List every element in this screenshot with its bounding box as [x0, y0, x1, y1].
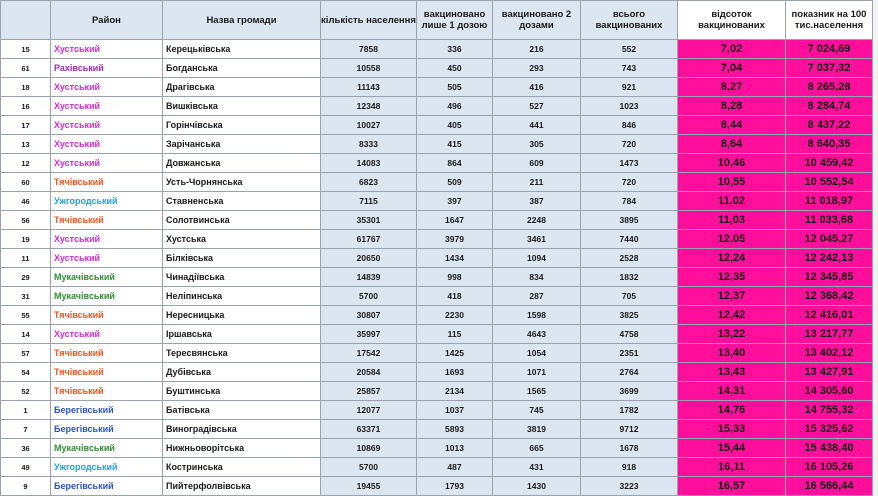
district-cell[interactable]: Мукачівський [51, 268, 163, 287]
district-cell[interactable]: Рахівський [51, 59, 163, 78]
table-row [1, 458, 873, 477]
community-cell[interactable]: Буштинська [163, 382, 321, 401]
vaccinated-1-dose-cell[interactable]: 1434 [417, 249, 493, 268]
row-number-cell[interactable]: 54 [1, 363, 51, 382]
percent-vaccinated-cell[interactable]: 12,37 [678, 287, 786, 306]
vaccinated-1-dose-cell[interactable]: 2230 [417, 306, 493, 325]
header-vaccinated-1-dose[interactable]: вакциновано лише 1 дозою [417, 1, 493, 40]
table-row [1, 192, 873, 211]
population-cell[interactable]: 20584 [321, 363, 417, 382]
vaccinated-2-doses-cell[interactable]: 1565 [493, 382, 581, 401]
population-cell[interactable]: 11143 [321, 78, 417, 97]
row-number-cell[interactable]: 18 [1, 78, 51, 97]
row-number-cell[interactable]: 36 [1, 439, 51, 458]
vaccinated-2-doses-cell[interactable]: 665 [493, 439, 581, 458]
vaccinated-1-dose-cell[interactable]: 3979 [417, 230, 493, 249]
rate-per-100k-cell[interactable]: 16 105,26 [786, 458, 873, 477]
population-cell[interactable]: 17542 [321, 344, 417, 363]
rate-per-100k-cell[interactable]: 13 402,12 [786, 344, 873, 363]
row-number-cell[interactable]: 31 [1, 287, 51, 306]
total-vaccinated-cell[interactable]: 918 [581, 458, 678, 477]
total-vaccinated-cell[interactable]: 7440 [581, 230, 678, 249]
population-cell[interactable]: 7115 [321, 192, 417, 211]
table-row [1, 344, 873, 363]
community-cell[interactable]: Дубівська [163, 363, 321, 382]
total-vaccinated-cell[interactable]: 2351 [581, 344, 678, 363]
vaccinated-2-doses-cell[interactable]: 211 [493, 173, 581, 192]
total-vaccinated-cell[interactable]: 9712 [581, 420, 678, 439]
total-vaccinated-cell[interactable]: 720 [581, 173, 678, 192]
district-cell[interactable]: Тячівський [51, 173, 163, 192]
percent-vaccinated-cell[interactable]: 16,57 [678, 477, 786, 496]
district-cell[interactable]: Хустський [51, 116, 163, 135]
community-cell[interactable]: Нижньоворітська [163, 439, 321, 458]
community-cell[interactable]: Горінчівська [163, 116, 321, 135]
row-number-cell[interactable]: 7 [1, 420, 51, 439]
district-cell[interactable]: Берегівський [51, 477, 163, 496]
rate-per-100k-cell[interactable]: 8 437,22 [786, 116, 873, 135]
rate-per-100k-cell[interactable]: 12 242,13 [786, 249, 873, 268]
district-cell[interactable]: Мукачівський [51, 439, 163, 458]
population-cell[interactable]: 30807 [321, 306, 417, 325]
percent-vaccinated-cell[interactable]: 16,11 [678, 458, 786, 477]
population-cell[interactable]: 20650 [321, 249, 417, 268]
table-row [1, 40, 873, 59]
row-number-cell[interactable]: 17 [1, 116, 51, 135]
vaccinated-2-doses-cell[interactable]: 527 [493, 97, 581, 116]
rate-per-100k-cell[interactable]: 12 345,85 [786, 268, 873, 287]
rate-per-100k-cell[interactable]: 7 037,32 [786, 59, 873, 78]
district-cell[interactable]: Ужгородський [51, 192, 163, 211]
total-vaccinated-cell[interactable]: 1832 [581, 268, 678, 287]
vaccinated-2-doses-cell[interactable]: 609 [493, 154, 581, 173]
district-cell[interactable]: Тячівський [51, 382, 163, 401]
vaccinated-1-dose-cell[interactable]: 1647 [417, 211, 493, 230]
rate-per-100k-cell[interactable]: 12 368,42 [786, 287, 873, 306]
population-cell[interactable]: 14839 [321, 268, 417, 287]
row-number-cell[interactable]: 60 [1, 173, 51, 192]
vaccinated-2-doses-cell[interactable]: 3819 [493, 420, 581, 439]
vaccinated-1-dose-cell[interactable]: 5893 [417, 420, 493, 439]
vaccinated-2-doses-cell[interactable]: 2248 [493, 211, 581, 230]
community-cell[interactable]: Хустська [163, 230, 321, 249]
percent-vaccinated-cell[interactable]: 15,33 [678, 420, 786, 439]
table-row [1, 306, 873, 325]
header-population[interactable]: кількість населення [321, 1, 417, 40]
header-district[interactable]: Район [51, 1, 163, 40]
district-cell[interactable]: Хустський [51, 97, 163, 116]
vaccinated-1-dose-cell[interactable]: 998 [417, 268, 493, 287]
vaccinated-1-dose-cell[interactable]: 1693 [417, 363, 493, 382]
community-cell[interactable]: Неліпинська [163, 287, 321, 306]
district-cell[interactable]: Тячівський [51, 306, 163, 325]
vaccinated-2-doses-cell[interactable]: 1054 [493, 344, 581, 363]
vaccinated-1-dose-cell[interactable]: 397 [417, 192, 493, 211]
population-cell[interactable]: 61767 [321, 230, 417, 249]
total-vaccinated-cell[interactable]: 743 [581, 59, 678, 78]
row-number-cell[interactable]: 55 [1, 306, 51, 325]
percent-vaccinated-cell[interactable]: 15,44 [678, 439, 786, 458]
row-number-cell[interactable]: 46 [1, 192, 51, 211]
rate-per-100k-cell[interactable]: 8 640,35 [786, 135, 873, 154]
table-row [1, 420, 873, 439]
vaccinated-1-dose-cell[interactable]: 405 [417, 116, 493, 135]
total-vaccinated-cell[interactable]: 3825 [581, 306, 678, 325]
total-vaccinated-cell[interactable]: 3895 [581, 211, 678, 230]
percent-vaccinated-cell[interactable]: 12,24 [678, 249, 786, 268]
percent-vaccinated-cell[interactable]: 14,76 [678, 401, 786, 420]
row-number-cell[interactable]: 56 [1, 211, 51, 230]
rate-per-100k-cell[interactable]: 7 024,69 [786, 40, 873, 59]
table-row [1, 382, 873, 401]
vaccinated-1-dose-cell[interactable]: 864 [417, 154, 493, 173]
row-number-cell[interactable]: 15 [1, 40, 51, 59]
vaccinated-2-doses-cell[interactable]: 293 [493, 59, 581, 78]
vaccinated-2-doses-cell[interactable]: 745 [493, 401, 581, 420]
rate-per-100k-cell[interactable]: 10 459,42 [786, 154, 873, 173]
total-vaccinated-cell[interactable]: 846 [581, 116, 678, 135]
rate-per-100k-cell[interactable]: 14 305,60 [786, 382, 873, 401]
total-vaccinated-cell[interactable]: 552 [581, 40, 678, 59]
population-cell[interactable]: 12348 [321, 97, 417, 116]
district-cell[interactable]: Хустський [51, 154, 163, 173]
table-row [1, 325, 873, 344]
total-vaccinated-cell[interactable]: 1782 [581, 401, 678, 420]
percent-vaccinated-cell[interactable]: 13,40 [678, 344, 786, 363]
vaccinated-2-doses-cell[interactable]: 1071 [493, 363, 581, 382]
vaccinated-1-dose-cell[interactable]: 496 [417, 97, 493, 116]
percent-vaccinated-cell[interactable]: 7,02 [678, 40, 786, 59]
row-number-cell[interactable]: 1 [1, 401, 51, 420]
vaccinated-2-doses-cell[interactable]: 431 [493, 458, 581, 477]
header-number[interactable] [1, 1, 51, 40]
population-cell[interactable]: 19455 [321, 477, 417, 496]
row-number-cell[interactable]: 57 [1, 344, 51, 363]
community-cell[interactable]: Тересвянська [163, 344, 321, 363]
vaccinated-1-dose-cell[interactable]: 2134 [417, 382, 493, 401]
community-cell[interactable]: Богданська [163, 59, 321, 78]
district-cell[interactable]: Хустський [51, 135, 163, 154]
header-community[interactable]: Назва громади [163, 1, 321, 40]
district-cell[interactable]: Тячівський [51, 363, 163, 382]
percent-vaccinated-cell[interactable]: 7,04 [678, 59, 786, 78]
population-cell[interactable]: 35301 [321, 211, 417, 230]
vaccinated-2-doses-cell[interactable]: 216 [493, 40, 581, 59]
table-row [1, 268, 873, 287]
district-cell[interactable]: Хустський [51, 325, 163, 344]
rate-per-100k-cell[interactable]: 12 416,01 [786, 306, 873, 325]
vaccinated-1-dose-cell[interactable]: 115 [417, 325, 493, 344]
vaccinated-2-doses-cell[interactable]: 3461 [493, 230, 581, 249]
vaccinated-1-dose-cell[interactable]: 509 [417, 173, 493, 192]
total-vaccinated-cell[interactable]: 3699 [581, 382, 678, 401]
vaccinated-1-dose-cell[interactable]: 450 [417, 59, 493, 78]
community-cell[interactable]: Довжанська [163, 154, 321, 173]
percent-vaccinated-cell[interactable]: 10,46 [678, 154, 786, 173]
district-cell[interactable]: Берегівський [51, 420, 163, 439]
total-vaccinated-cell[interactable]: 784 [581, 192, 678, 211]
header-percent-vaccinated[interactable]: відсоток вакцинованих [678, 1, 786, 40]
population-cell[interactable]: 5700 [321, 458, 417, 477]
total-vaccinated-cell[interactable]: 2528 [581, 249, 678, 268]
rate-per-100k-cell[interactable]: 15 325,62 [786, 420, 873, 439]
vaccinated-2-doses-cell[interactable]: 305 [493, 135, 581, 154]
table-row [1, 59, 873, 78]
community-cell[interactable]: Усть-Чорнянська [163, 173, 321, 192]
percent-vaccinated-cell[interactable]: 8,28 [678, 97, 786, 116]
population-cell[interactable]: 63371 [321, 420, 417, 439]
row-number-cell[interactable]: 19 [1, 230, 51, 249]
vaccinated-2-doses-cell[interactable]: 441 [493, 116, 581, 135]
table-row [1, 363, 873, 382]
row-number-cell[interactable]: 49 [1, 458, 51, 477]
vaccinated-1-dose-cell[interactable]: 415 [417, 135, 493, 154]
rate-per-100k-cell[interactable]: 8 265,28 [786, 78, 873, 97]
vaccinated-1-dose-cell[interactable]: 1793 [417, 477, 493, 496]
table-row [1, 401, 873, 420]
community-cell[interactable]: Білківська [163, 249, 321, 268]
vaccinated-2-doses-cell[interactable]: 1430 [493, 477, 581, 496]
rate-per-100k-cell[interactable]: 12 045,27 [786, 230, 873, 249]
header-rate-per-100k[interactable]: показник на 100 тис.населення [786, 1, 873, 40]
rate-per-100k-cell[interactable]: 16 566,44 [786, 477, 873, 496]
population-cell[interactable]: 10027 [321, 116, 417, 135]
table-row [1, 78, 873, 97]
row-number-cell[interactable]: 9 [1, 477, 51, 496]
vaccinated-1-dose-cell[interactable]: 1037 [417, 401, 493, 420]
row-number-cell[interactable]: 16 [1, 97, 51, 116]
total-vaccinated-cell[interactable]: 1473 [581, 154, 678, 173]
community-cell[interactable]: Виноградівська [163, 420, 321, 439]
table-row [1, 154, 873, 173]
community-cell[interactable]: Батівська [163, 401, 321, 420]
table-row [1, 287, 873, 306]
rate-per-100k-cell[interactable]: 11 018,97 [786, 192, 873, 211]
vaccinated-1-dose-cell[interactable]: 418 [417, 287, 493, 306]
population-cell[interactable]: 10869 [321, 439, 417, 458]
table-row [1, 116, 873, 135]
total-vaccinated-cell[interactable]: 720 [581, 135, 678, 154]
district-cell[interactable]: Мукачівський [51, 287, 163, 306]
percent-vaccinated-cell[interactable]: 12,05 [678, 230, 786, 249]
header-total-vaccinated[interactable]: всього вакцинованих [581, 1, 678, 40]
total-vaccinated-cell[interactable]: 3223 [581, 477, 678, 496]
district-cell[interactable]: Хустський [51, 249, 163, 268]
vaccinated-1-dose-cell[interactable]: 505 [417, 78, 493, 97]
percent-vaccinated-cell[interactable]: 10,55 [678, 173, 786, 192]
row-number-cell[interactable]: 29 [1, 268, 51, 287]
row-number-cell[interactable]: 12 [1, 154, 51, 173]
total-vaccinated-cell[interactable]: 1678 [581, 439, 678, 458]
community-cell[interactable]: Пийтерфолвівська [163, 477, 321, 496]
vaccinated-2-doses-cell[interactable]: 4643 [493, 325, 581, 344]
total-vaccinated-cell[interactable]: 705 [581, 287, 678, 306]
vaccinated-1-dose-cell[interactable]: 336 [417, 40, 493, 59]
vaccinated-2-doses-cell[interactable]: 834 [493, 268, 581, 287]
percent-vaccinated-cell[interactable]: 8,64 [678, 135, 786, 154]
community-cell[interactable]: Костринська [163, 458, 321, 477]
district-cell[interactable]: Хустський [51, 78, 163, 97]
header-row [1, 1, 873, 40]
header-vaccinated-2-doses[interactable]: вакциновано 2 дозами [493, 1, 581, 40]
row-number-cell[interactable]: 14 [1, 325, 51, 344]
row-number-cell[interactable]: 61 [1, 59, 51, 78]
population-cell[interactable]: 6823 [321, 173, 417, 192]
population-cell[interactable]: 5700 [321, 287, 417, 306]
district-cell[interactable]: Хустський [51, 230, 163, 249]
rate-per-100k-cell[interactable]: 13 427,91 [786, 363, 873, 382]
total-vaccinated-cell[interactable]: 1023 [581, 97, 678, 116]
vaccinated-2-doses-cell[interactable]: 1598 [493, 306, 581, 325]
total-vaccinated-cell[interactable]: 921 [581, 78, 678, 97]
vaccinated-2-doses-cell[interactable]: 1094 [493, 249, 581, 268]
community-cell[interactable]: Зарічанська [163, 135, 321, 154]
rate-per-100k-cell[interactable]: 15 438,40 [786, 439, 873, 458]
population-cell[interactable]: 7858 [321, 40, 417, 59]
community-cell[interactable]: Іршавська [163, 325, 321, 344]
row-number-cell[interactable]: 11 [1, 249, 51, 268]
rate-per-100k-cell[interactable]: 14 755,32 [786, 401, 873, 420]
vaccinated-2-doses-cell[interactable]: 387 [493, 192, 581, 211]
community-cell[interactable]: Керецьківська [163, 40, 321, 59]
rate-per-100k-cell[interactable]: 11 033,68 [786, 211, 873, 230]
district-cell[interactable]: Тячівський [51, 344, 163, 363]
percent-vaccinated-cell[interactable]: 11,02 [678, 192, 786, 211]
table-row [1, 211, 873, 230]
table-row [1, 135, 873, 154]
district-cell[interactable]: Ужгородський [51, 458, 163, 477]
population-cell[interactable]: 14083 [321, 154, 417, 173]
community-cell[interactable]: Нересницька [163, 306, 321, 325]
table-row [1, 173, 873, 192]
total-vaccinated-cell[interactable]: 2764 [581, 363, 678, 382]
vaccinated-2-doses-cell[interactable]: 416 [493, 78, 581, 97]
community-cell[interactable]: Солотвинська [163, 211, 321, 230]
row-number-cell[interactable]: 52 [1, 382, 51, 401]
percent-vaccinated-cell[interactable]: 12,42 [678, 306, 786, 325]
table-row [1, 97, 873, 116]
row-number-cell[interactable]: 13 [1, 135, 51, 154]
vaccinated-1-dose-cell[interactable]: 1425 [417, 344, 493, 363]
community-cell[interactable]: Чинадіївська [163, 268, 321, 287]
population-cell[interactable]: 12077 [321, 401, 417, 420]
district-cell[interactable]: Тячівський [51, 211, 163, 230]
table-row [1, 439, 873, 458]
community-cell[interactable]: Драгівська [163, 78, 321, 97]
population-cell[interactable]: 10558 [321, 59, 417, 78]
vaccinated-2-doses-cell[interactable]: 287 [493, 287, 581, 306]
percent-vaccinated-cell[interactable]: 8,27 [678, 78, 786, 97]
percent-vaccinated-cell[interactable]: 13,43 [678, 363, 786, 382]
vaccinated-1-dose-cell[interactable]: 1013 [417, 439, 493, 458]
percent-vaccinated-cell[interactable]: 12,35 [678, 268, 786, 287]
population-cell[interactable]: 25857 [321, 382, 417, 401]
community-cell[interactable]: Ставненська [163, 192, 321, 211]
rate-per-100k-cell[interactable]: 10 552,54 [786, 173, 873, 192]
percent-vaccinated-cell[interactable]: 11,03 [678, 211, 786, 230]
percent-vaccinated-cell[interactable]: 14,31 [678, 382, 786, 401]
table-row [1, 249, 873, 268]
population-cell[interactable]: 8333 [321, 135, 417, 154]
rate-per-100k-cell[interactable]: 8 284,74 [786, 97, 873, 116]
district-cell[interactable]: Хустський [51, 40, 163, 59]
district-cell[interactable]: Берегівський [51, 401, 163, 420]
vaccinated-1-dose-cell[interactable]: 487 [417, 458, 493, 477]
population-cell[interactable]: 35997 [321, 325, 417, 344]
percent-vaccinated-cell[interactable]: 13,22 [678, 325, 786, 344]
total-vaccinated-cell[interactable]: 4758 [581, 325, 678, 344]
table-row [1, 230, 873, 249]
percent-vaccinated-cell[interactable]: 8,44 [678, 116, 786, 135]
rate-per-100k-cell[interactable]: 13 217,77 [786, 325, 873, 344]
community-cell[interactable]: Вишківська [163, 97, 321, 116]
